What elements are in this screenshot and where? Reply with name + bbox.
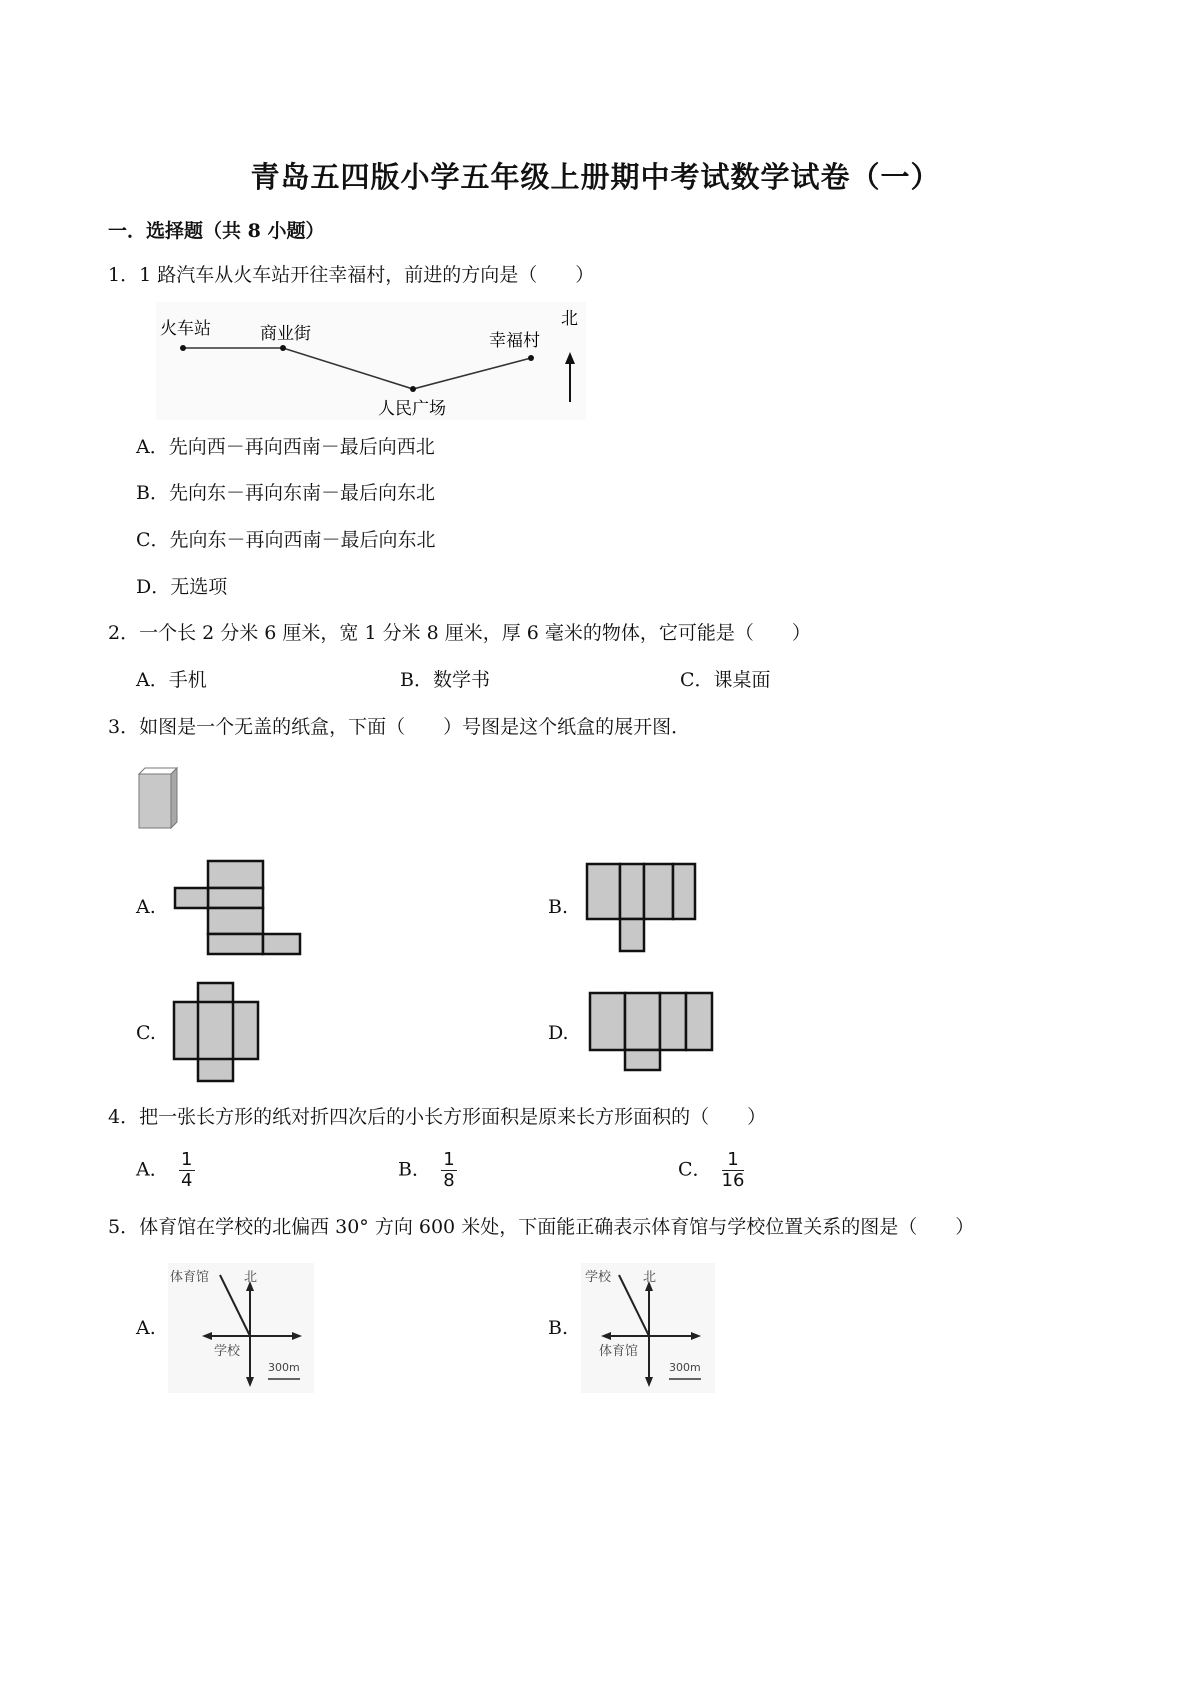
svg-text:体育馆: 体育馆 (599, 1344, 639, 1359)
square-dot (410, 386, 416, 392)
section-heading: 一．选择题（共 8 小题） (108, 220, 325, 242)
question-3-text: 3．如图是一个无盖的纸盒，下面（ ）号图是这个纸盒的展开图． (108, 716, 691, 738)
village-dot (528, 355, 534, 361)
svg-text:300m: 300m (268, 1361, 300, 1374)
q4-option-c[interactable] (678, 1150, 744, 1191)
net-d-figure[interactable] (588, 991, 715, 1073)
net-c-figure[interactable] (172, 981, 262, 1084)
question-2-text: 2．一个长 2 分米 6 厘米，宽 1 分米 8 厘米，厚 6 毫米的物体，它可能是（ ） (108, 622, 811, 644)
question-4-text: 4．把一张长方形的纸对折四次后的小长方形面积是原来长方形面积的（ ） (108, 1106, 767, 1128)
q1-option-c[interactable]: C．先向东－再向西南－最后向东北 (136, 529, 436, 551)
q1-option-d[interactable]: D．无选项 (136, 576, 228, 598)
village-label: 幸福村 (489, 331, 540, 351)
street-dot (280, 345, 286, 351)
svg-text:北: 北 (643, 1270, 657, 1285)
q4-option-a[interactable] (136, 1150, 195, 1191)
q2-option-b[interactable]: B．数学书 (400, 669, 490, 691)
open-box-figure (137, 766, 181, 830)
q4-option-a-label: A． (136, 1158, 169, 1181)
q3-option-b-label[interactable]: B. (548, 896, 569, 918)
q3-option-c-label[interactable]: C. (136, 1022, 156, 1044)
svg-text:体育馆: 体育馆 (170, 1270, 210, 1285)
q2-option-a[interactable]: A．手机 (136, 669, 207, 691)
station-label: 火车站 (160, 319, 211, 339)
q5-option-a-label[interactable]: A. (136, 1317, 156, 1339)
svg-text:学校: 学校 (214, 1344, 241, 1359)
q1-option-a[interactable]: A．先向西－再向西南－最后向西北 (136, 436, 435, 458)
street-label: 商业街 (260, 324, 311, 344)
question-5-text: 5．体育馆在学校的北偏西 30° 方向 600 米处，下面能正确表示体育馆与学校位置关系的图是（ ） (108, 1216, 975, 1238)
q5-option-b-label[interactable]: B. (548, 1317, 569, 1339)
square-label: 人民广场 (378, 399, 446, 419)
station-dot (180, 345, 186, 351)
q4-option-b-label: B． (398, 1158, 431, 1181)
q1-option-b[interactable]: B．先向东－再向东南－最后向东北 (136, 482, 435, 504)
net-a-figure[interactable] (172, 858, 304, 958)
q3-option-d-label[interactable]: D. (548, 1022, 569, 1044)
q2-option-c[interactable]: C．课桌面 (680, 669, 771, 691)
route-map-figure (156, 302, 586, 420)
net-b-figure[interactable] (585, 862, 699, 954)
q4-option-c-label: C． (678, 1158, 712, 1181)
fraction-one-sixteenth: $\frac{1}{16}$ (721, 1149, 745, 1191)
svg-text:300m: 300m (669, 1361, 701, 1374)
page-title: 青岛五四版小学五年级上册期中考试数学试卷（一） (250, 160, 941, 194)
svg-text:北: 北 (244, 1270, 258, 1285)
q3-option-a-label[interactable]: A. (136, 896, 156, 918)
svg-text:学校: 学校 (585, 1270, 612, 1285)
fraction-one-quarter: $\frac{1}{4}$ (179, 1150, 195, 1191)
fraction-one-eighth: $\frac{1}{8}$ (441, 1150, 457, 1191)
q4-option-b[interactable] (398, 1150, 457, 1191)
question-1-text: 1．1 路汽车从火车站开往幸福村，前进的方向是（ ） (108, 264, 595, 286)
north-label: 北 (561, 309, 578, 329)
direction-figure-a[interactable] (168, 1263, 314, 1393)
direction-figure-b[interactable] (581, 1263, 715, 1393)
